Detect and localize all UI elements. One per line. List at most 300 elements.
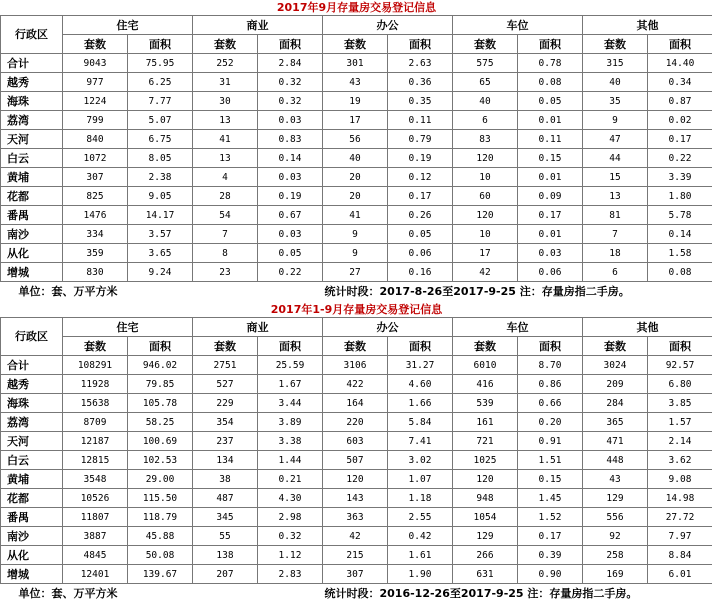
data-cell: 830 [63, 263, 128, 282]
data-cell: 120 [453, 149, 518, 168]
data-cell: 0.79 [388, 130, 453, 149]
data-cell: 47 [583, 130, 648, 149]
data-cell: 301 [323, 54, 388, 73]
region-name: 荔湾 [1, 111, 63, 130]
data-cell: 0.39 [518, 546, 583, 565]
data-cell: 42 [453, 263, 518, 282]
data-cell: 9043 [63, 54, 128, 73]
data-cell: 54 [193, 206, 258, 225]
area-subheader: 面积 [518, 35, 583, 54]
data-cell: 81 [583, 206, 648, 225]
data-cell: 0.15 [518, 470, 583, 489]
table-row [1, 263, 712, 282]
data-cell: 3887 [63, 527, 128, 546]
table-row [1, 489, 712, 508]
data-cell: 19 [323, 92, 388, 111]
data-cell: 120 [453, 470, 518, 489]
data-cell: 3.38 [258, 432, 323, 451]
data-cell: 2.38 [128, 168, 193, 187]
region-name: 白云 [1, 149, 63, 168]
table-row [1, 111, 712, 130]
data-cell: 3.62 [648, 451, 712, 470]
data-cell: 0.08 [518, 73, 583, 92]
data-cell: 0.32 [258, 92, 323, 111]
count-subheader: 套数 [193, 35, 258, 54]
data-cell: 603 [323, 432, 388, 451]
data-cell: 266 [453, 546, 518, 565]
data-cell: 209 [583, 375, 648, 394]
data-cell: 6 [583, 263, 648, 282]
region-name: 合计 [1, 54, 63, 73]
data-cell: 6.80 [648, 375, 712, 394]
table-row [1, 565, 712, 584]
region-name: 荔湾 [1, 413, 63, 432]
category-header: 住宅 [63, 16, 193, 35]
data-cell: 1.45 [518, 489, 583, 508]
footer-period: 统计时段：2016-12-26至2017-9-25 [325, 587, 524, 600]
data-cell: 5.78 [648, 206, 712, 225]
region-name: 天河 [1, 130, 63, 149]
data-cell: 0.35 [388, 92, 453, 111]
data-cell: 100.69 [128, 432, 193, 451]
data-cell: 0.90 [518, 565, 583, 584]
data-cell: 17 [323, 111, 388, 130]
table-title: 2017年9月存量房交易登记信息 [1, 0, 712, 16]
data-cell: 45.88 [128, 527, 193, 546]
data-cell: 120 [453, 206, 518, 225]
region-name: 白云 [1, 451, 63, 470]
area-subheader: 面积 [518, 337, 583, 356]
data-cell: 7.77 [128, 92, 193, 111]
data-cell: 556 [583, 508, 648, 527]
data-cell: 118.79 [128, 508, 193, 527]
data-cell: 0.17 [518, 206, 583, 225]
data-cell: 0.01 [518, 111, 583, 130]
count-subheader: 套数 [323, 337, 388, 356]
table-row [1, 432, 712, 451]
data-cell: 307 [323, 565, 388, 584]
data-cell: 6.25 [128, 73, 193, 92]
data-cell: 1.12 [258, 546, 323, 565]
data-cell: 1476 [63, 206, 128, 225]
data-cell: 7 [583, 225, 648, 244]
data-cell: 539 [453, 394, 518, 413]
data-cell: 215 [323, 546, 388, 565]
table-row [1, 130, 712, 149]
data-cell: 13 [193, 149, 258, 168]
footer-period-note [323, 282, 712, 303]
data-cell: 1.67 [258, 375, 323, 394]
data-cell: 29.00 [128, 470, 193, 489]
data-cell: 17 [453, 244, 518, 263]
data-cell: 0.42 [388, 527, 453, 546]
count-subheader: 套数 [63, 35, 128, 54]
data-cell: 220 [323, 413, 388, 432]
data-cell: 0.11 [388, 111, 453, 130]
area-subheader: 面积 [128, 35, 193, 54]
data-cell: 721 [453, 432, 518, 451]
data-cell: 83 [453, 130, 518, 149]
data-cell: 0.22 [258, 263, 323, 282]
table-footer [1, 282, 712, 303]
count-subheader: 套数 [583, 35, 648, 54]
data-cell: 129 [583, 489, 648, 508]
footer-unit: 单位：套、万平方米 [1, 584, 323, 604]
data-cell: 3.44 [258, 394, 323, 413]
data-cell: 6.75 [128, 130, 193, 149]
data-cell: 41 [193, 130, 258, 149]
data-cell: 0.21 [258, 470, 323, 489]
data-cell: 0.06 [388, 244, 453, 263]
table-title-row [1, 302, 712, 318]
table-row [1, 92, 712, 111]
region-name: 黄埔 [1, 470, 63, 489]
data-cell: 23 [193, 263, 258, 282]
data-cell: 10 [453, 225, 518, 244]
sheet-body [1, 0, 712, 604]
data-cell: 4 [193, 168, 258, 187]
data-cell: 2.84 [258, 54, 323, 73]
data-cell: 0.87 [648, 92, 712, 111]
region-name: 花都 [1, 489, 63, 508]
data-cell: 0.05 [258, 244, 323, 263]
data-cell: 60 [453, 187, 518, 206]
data-cell: 14.98 [648, 489, 712, 508]
data-cell: 575 [453, 54, 518, 73]
data-cell: 0.01 [518, 225, 583, 244]
data-cell: 143 [323, 489, 388, 508]
footer-period-note [323, 584, 712, 604]
data-cell: 15 [583, 168, 648, 187]
data-cell: 334 [63, 225, 128, 244]
data-cell: 3.85 [648, 394, 712, 413]
region-name: 从化 [1, 546, 63, 565]
data-cell: 134 [193, 451, 258, 470]
table-row [1, 527, 712, 546]
data-cell: 0.19 [388, 149, 453, 168]
data-cell: 10 [453, 168, 518, 187]
data-cell: 43 [583, 470, 648, 489]
data-cell: 31 [193, 73, 258, 92]
data-cell: 0.34 [648, 73, 712, 92]
data-cell: 4.60 [388, 375, 453, 394]
data-cell: 9.05 [128, 187, 193, 206]
category-header: 办公 [323, 318, 453, 337]
table-row [1, 54, 712, 73]
data-cell: 79.85 [128, 375, 193, 394]
category-header: 其他 [583, 16, 712, 35]
data-cell: 13 [583, 187, 648, 206]
data-cell: 43 [323, 73, 388, 92]
data-cell: 50.08 [128, 546, 193, 565]
data-cell: 0.83 [258, 130, 323, 149]
data-cell: 28 [193, 187, 258, 206]
data-cell: 14.40 [648, 54, 712, 73]
data-cell: 12815 [63, 451, 128, 470]
data-cell: 3.57 [128, 225, 193, 244]
table-row [1, 508, 712, 527]
footer-note: 注：存量房指二手房。 [520, 285, 630, 298]
region-name: 花都 [1, 187, 63, 206]
category-header: 商业 [193, 318, 323, 337]
data-cell: 4.30 [258, 489, 323, 508]
data-cell: 15638 [63, 394, 128, 413]
data-cell: 1.07 [388, 470, 453, 489]
area-subheader: 面积 [258, 35, 323, 54]
region-header: 行政区 [1, 16, 63, 54]
subheader-row [1, 35, 712, 54]
data-cell: 1054 [453, 508, 518, 527]
data-cell: 0.12 [388, 168, 453, 187]
data-cell: 11928 [63, 375, 128, 394]
data-cell: 108291 [63, 356, 128, 375]
data-cell: 0.06 [518, 263, 583, 282]
data-cell: 12187 [63, 432, 128, 451]
region-name: 海珠 [1, 394, 63, 413]
table-row [1, 470, 712, 489]
data-cell: 0.17 [388, 187, 453, 206]
data-cell: 0.16 [388, 263, 453, 282]
data-cell: 0.08 [648, 263, 712, 282]
data-cell: 345 [193, 508, 258, 527]
data-cell: 38 [193, 470, 258, 489]
region-header: 行政区 [1, 318, 63, 356]
data-cell: 0.14 [648, 225, 712, 244]
region-name: 越秀 [1, 375, 63, 394]
data-cell: 3.89 [258, 413, 323, 432]
data-cell: 0.17 [648, 130, 712, 149]
region-name: 南沙 [1, 527, 63, 546]
data-cell: 8 [193, 244, 258, 263]
data-cell: 2.55 [388, 508, 453, 527]
data-cell: 8.84 [648, 546, 712, 565]
data-cell: 8709 [63, 413, 128, 432]
table-row [1, 244, 712, 263]
data-cell: 27 [323, 263, 388, 282]
data-cell: 115.50 [128, 489, 193, 508]
data-cell: 44 [583, 149, 648, 168]
category-header: 住宅 [63, 318, 193, 337]
data-cell: 1.18 [388, 489, 453, 508]
data-cell: 0.17 [518, 527, 583, 546]
data-cell: 0.03 [258, 111, 323, 130]
data-cell: 2.83 [258, 565, 323, 584]
data-cell: 799 [63, 111, 128, 130]
data-cell: 507 [323, 451, 388, 470]
data-cell: 1025 [453, 451, 518, 470]
category-header: 车位 [453, 16, 583, 35]
data-cell: 1.58 [648, 244, 712, 263]
region-name: 南沙 [1, 225, 63, 244]
count-subheader: 套数 [193, 337, 258, 356]
data-cell: 3548 [63, 470, 128, 489]
data-cell: 0.05 [518, 92, 583, 111]
data-cell: 3.65 [128, 244, 193, 263]
area-subheader: 面积 [648, 35, 712, 54]
data-cell: 129 [453, 527, 518, 546]
data-cell: 92 [583, 527, 648, 546]
data-cell: 3024 [583, 356, 648, 375]
data-cell: 0.86 [518, 375, 583, 394]
data-cell: 9.08 [648, 470, 712, 489]
data-cell: 4845 [63, 546, 128, 565]
data-cell: 946.02 [128, 356, 193, 375]
table-row [1, 225, 712, 244]
data-cell: 13 [193, 111, 258, 130]
data-cell: 55 [193, 527, 258, 546]
data-cell: 14.17 [128, 206, 193, 225]
data-cell: 6 [453, 111, 518, 130]
count-subheader: 套数 [63, 337, 128, 356]
table-row [1, 356, 712, 375]
data-cell: 8.70 [518, 356, 583, 375]
data-cell: 40 [583, 73, 648, 92]
data-cell: 1.52 [518, 508, 583, 527]
data-cell: 5.07 [128, 111, 193, 130]
data-cell: 5.84 [388, 413, 453, 432]
data-cell: 315 [583, 54, 648, 73]
data-cell: 9 [323, 244, 388, 263]
region-name: 天河 [1, 432, 63, 451]
footer-unit: 单位：套、万平方米 [1, 282, 323, 303]
data-cell: 631 [453, 565, 518, 584]
data-cell: 0.26 [388, 206, 453, 225]
category-header: 商业 [193, 16, 323, 35]
data-cell: 41 [323, 206, 388, 225]
data-cell: 825 [63, 187, 128, 206]
data-cell: 7.41 [388, 432, 453, 451]
data-cell: 6010 [453, 356, 518, 375]
data-cell: 0.19 [258, 187, 323, 206]
data-cell: 3106 [323, 356, 388, 375]
data-cell: 416 [453, 375, 518, 394]
data-cell: 2.98 [258, 508, 323, 527]
area-subheader: 面积 [388, 35, 453, 54]
region-name: 番禺 [1, 508, 63, 527]
data-cell: 65 [453, 73, 518, 92]
footer-period: 统计时段：2017-8-26至2017-9-25 [325, 285, 516, 298]
data-cell: 27.72 [648, 508, 712, 527]
data-cell: 1224 [63, 92, 128, 111]
data-cell: 9 [323, 225, 388, 244]
table-row [1, 187, 712, 206]
data-cell: 10526 [63, 489, 128, 508]
data-cell: 1.57 [648, 413, 712, 432]
data-cell: 0.15 [518, 149, 583, 168]
area-subheader: 面积 [648, 337, 712, 356]
data-cell: 3.39 [648, 168, 712, 187]
data-cell: 0.03 [258, 225, 323, 244]
data-cell: 0.01 [518, 168, 583, 187]
data-cell: 139.67 [128, 565, 193, 584]
data-cell: 8.05 [128, 149, 193, 168]
table-row [1, 546, 712, 565]
data-cell: 9 [583, 111, 648, 130]
data-cell: 0.36 [388, 73, 453, 92]
data-cell: 237 [193, 432, 258, 451]
data-cell: 18 [583, 244, 648, 263]
count-subheader: 套数 [453, 337, 518, 356]
data-cell: 120 [323, 470, 388, 489]
data-cell: 471 [583, 432, 648, 451]
data-cell: 0.66 [518, 394, 583, 413]
data-cell: 92.57 [648, 356, 712, 375]
area-subheader: 面积 [128, 337, 193, 356]
table-footer [1, 584, 712, 604]
data-cell: 207 [193, 565, 258, 584]
area-subheader: 面积 [388, 337, 453, 356]
table-title: 2017年1-9月存量房交易登记信息 [1, 302, 712, 318]
subheader-row [1, 337, 712, 356]
data-cell: 7 [193, 225, 258, 244]
data-cell: 252 [193, 54, 258, 73]
table-row [1, 375, 712, 394]
data-cell: 169 [583, 565, 648, 584]
region-name: 黄埔 [1, 168, 63, 187]
data-cell: 422 [323, 375, 388, 394]
data-cell: 25.59 [258, 356, 323, 375]
footer-note: 注：存量房指二手房。 [527, 587, 637, 600]
data-cell: 40 [323, 149, 388, 168]
data-cell: 0.91 [518, 432, 583, 451]
category-header: 办公 [323, 16, 453, 35]
data-cell: 0.32 [258, 73, 323, 92]
table-row [1, 73, 712, 92]
region-name: 从化 [1, 244, 63, 263]
data-cell: 354 [193, 413, 258, 432]
data-cell: 284 [583, 394, 648, 413]
data-cell: 164 [323, 394, 388, 413]
data-cell: 0.09 [518, 187, 583, 206]
count-subheader: 套数 [323, 35, 388, 54]
category-header: 车位 [453, 318, 583, 337]
data-cell: 229 [193, 394, 258, 413]
data-cell: 1.90 [388, 565, 453, 584]
table-row [1, 149, 712, 168]
region-name: 番禺 [1, 206, 63, 225]
data-cell: 3.02 [388, 451, 453, 470]
data-cell: 0.02 [648, 111, 712, 130]
table-row [1, 394, 712, 413]
count-subheader: 套数 [583, 337, 648, 356]
data-cell: 30 [193, 92, 258, 111]
data-cell: 35 [583, 92, 648, 111]
data-cell: 0.20 [518, 413, 583, 432]
table-row [1, 451, 712, 470]
region-name: 越秀 [1, 73, 63, 92]
data-cell: 56 [323, 130, 388, 149]
data-cell: 20 [323, 168, 388, 187]
data-cell: 75.95 [128, 54, 193, 73]
data-cell: 307 [63, 168, 128, 187]
data-cell: 487 [193, 489, 258, 508]
data-cell: 948 [453, 489, 518, 508]
data-cell: 0.03 [518, 244, 583, 263]
data-cell: 840 [63, 130, 128, 149]
data-cell: 161 [453, 413, 518, 432]
data-cell: 365 [583, 413, 648, 432]
data-cell: 20 [323, 187, 388, 206]
data-cell: 363 [323, 508, 388, 527]
data-cell: 0.22 [648, 149, 712, 168]
data-cell: 2.14 [648, 432, 712, 451]
data-cell: 9.24 [128, 263, 193, 282]
data-cell: 0.11 [518, 130, 583, 149]
data-cell: 0.14 [258, 149, 323, 168]
data-cell: 977 [63, 73, 128, 92]
data-cell: 1.44 [258, 451, 323, 470]
data-cell: 58.25 [128, 413, 193, 432]
